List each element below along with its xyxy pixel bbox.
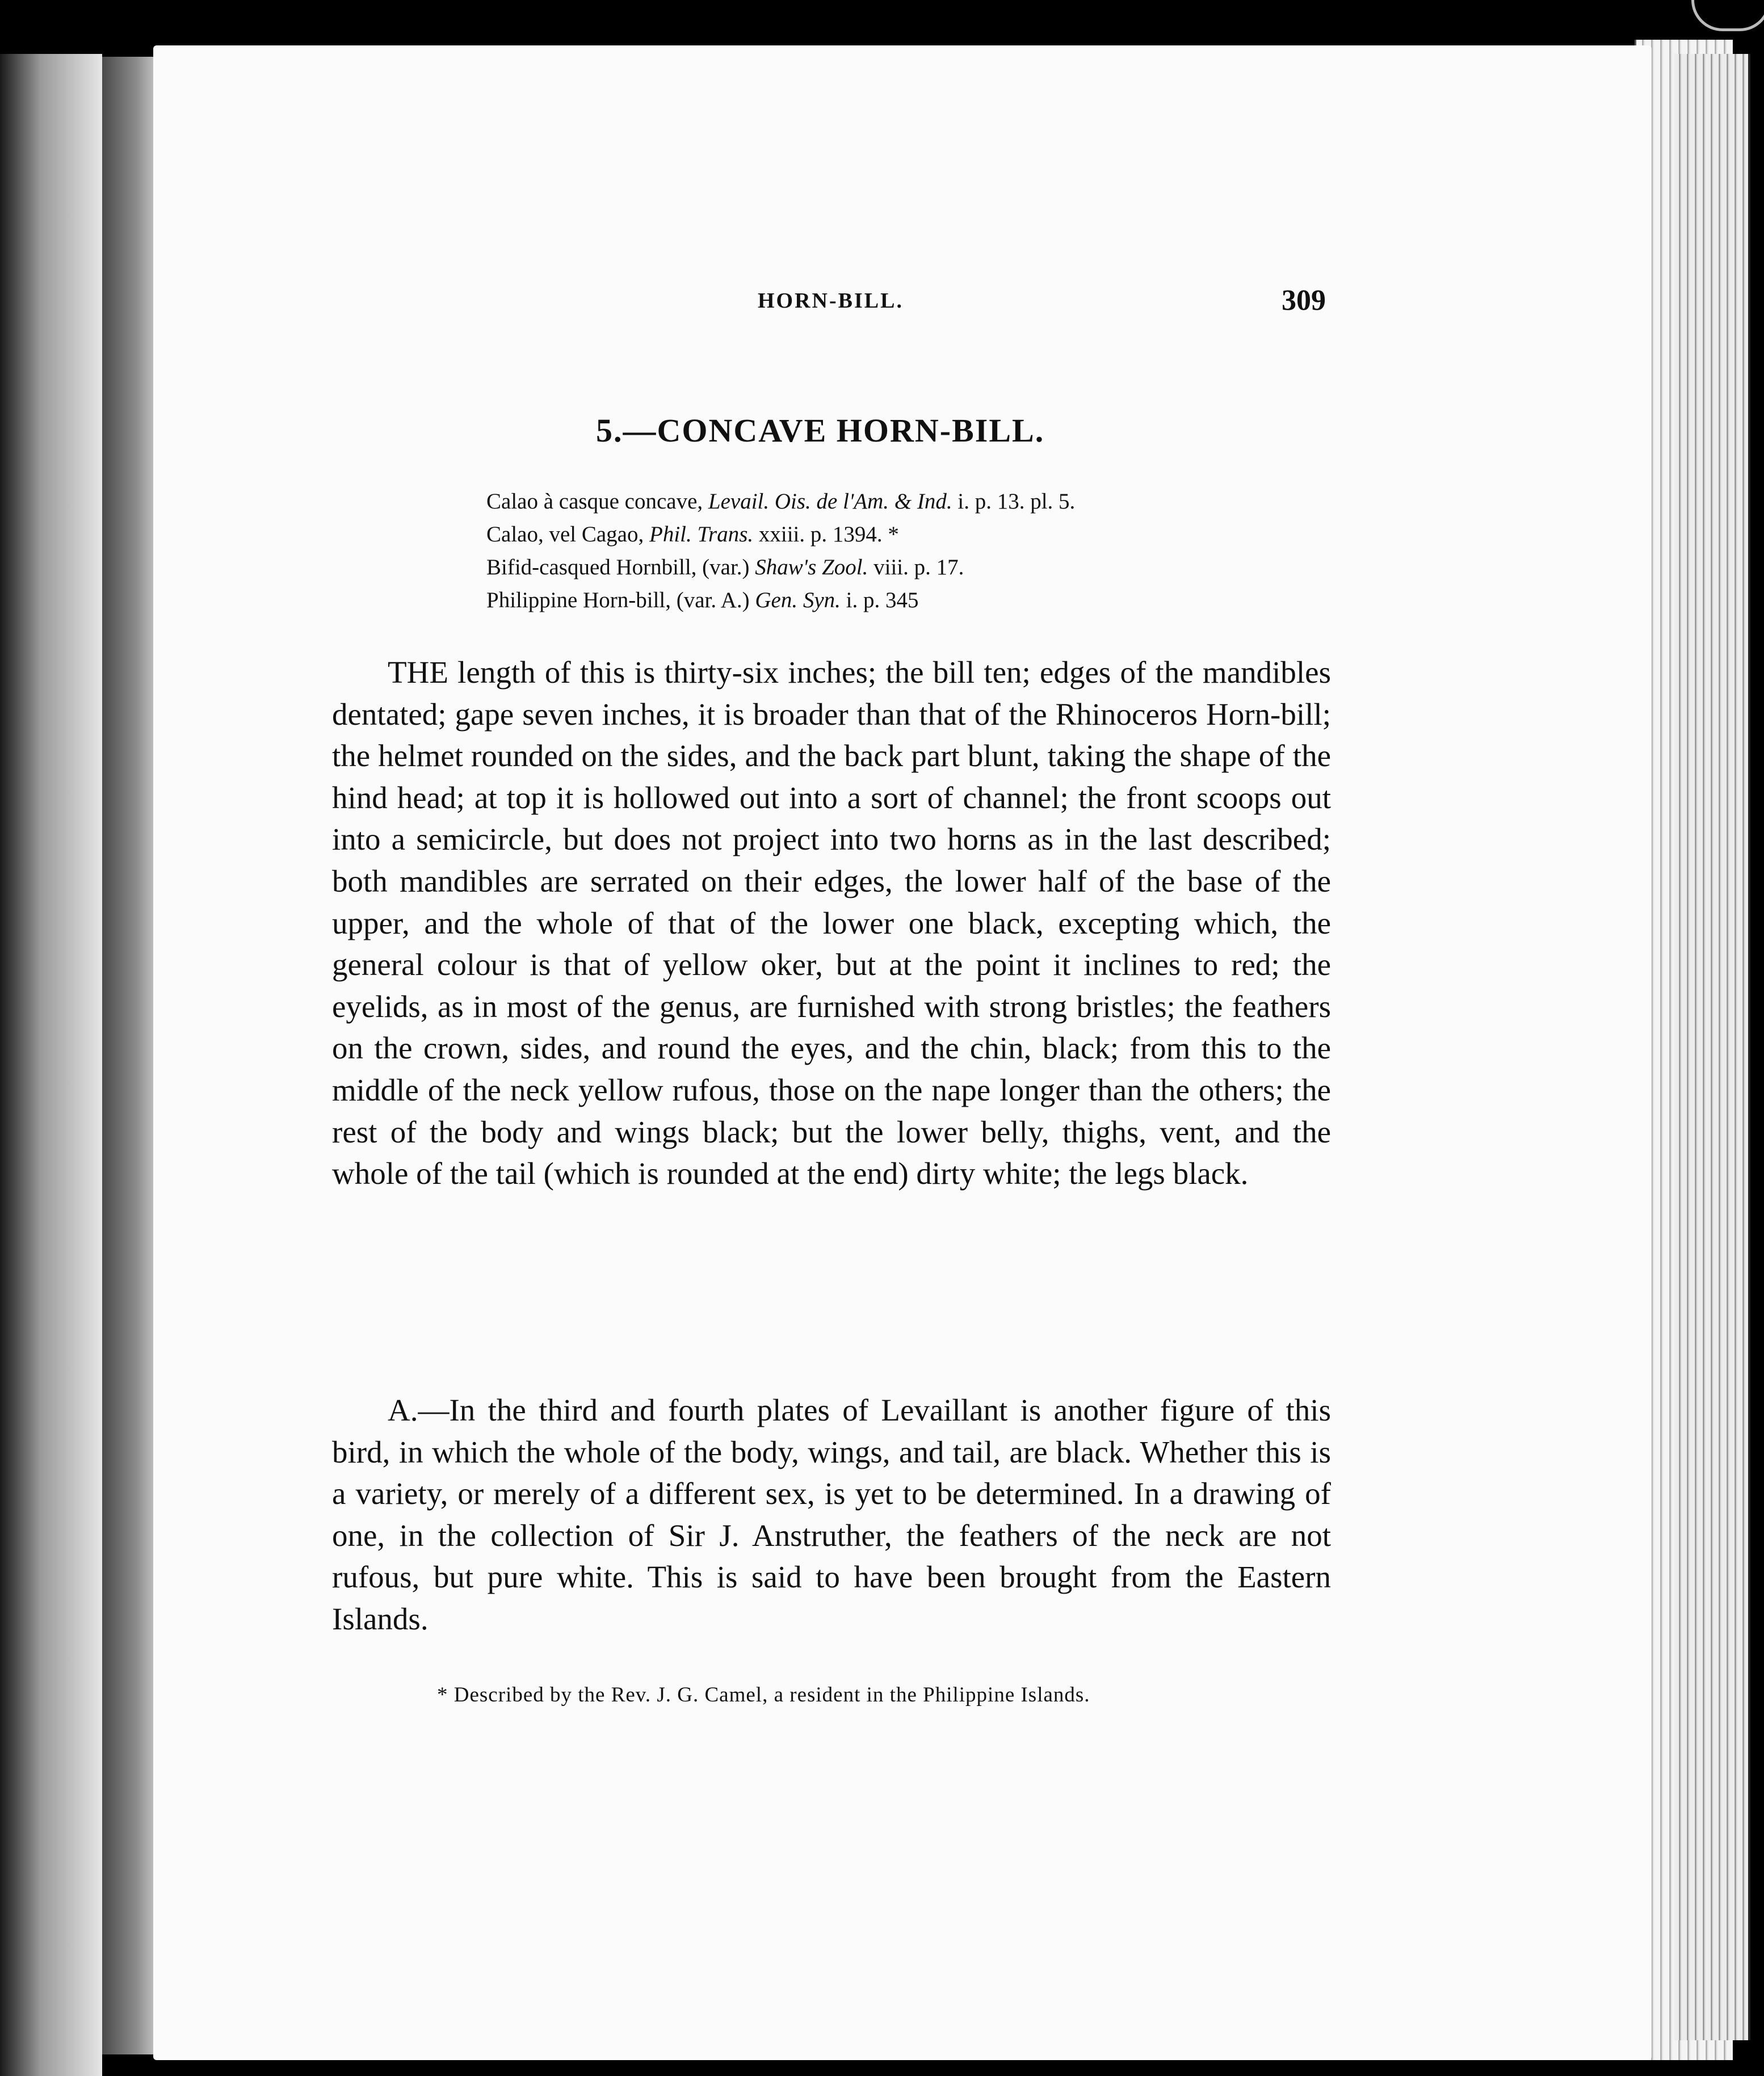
- description-paragraph: THE length of this is thirty-six inches; the bill ten; edges of the mandibles dentated; gape seven inches, it is broader than that of the Rhinoceros Horn-bill; the helmet rounded on the sides, and the back part blunt, taking the shape of the hind head; at top it is hollowed out into a sort of channel; the front scoops out into a semicircle, but does not project into two horns as in the last described; both mandibles are serrated on their edges, the lower half of the base of the upper, and the whole of that of the lower one black, excepting which, the general colour is that of yellow oker, but at the point it inclines to red; the eyelids, as in most of the genus, are furnished with strong bristles; the feathers on the crown, sides, and round the eyes, and the chin, black; from this to the middle of the neck yellow rufous, those on the nape longer than the others; the rest of the body and wings black; but the lower belly, thighs, vent, and the whole of the tail (which is rounded at the end) dirty white; the legs black.: [332, 655, 1331, 1191]
- scan-bracket-mark: [1691, 0, 1764, 31]
- synonym-entry: [486, 518, 1075, 551]
- synonym-source: Shaw's Zool.: [755, 555, 868, 579]
- variety-paragraph: A.—In the third and fourth plates of Levaillant is another figure of this bird, in which the whole of the body, wings, and tail, are black. Whether this is a variety, or merely of a different sex, is yet to be determined. In a drawing of one, in the collection of Sir J. Anstruther, the feathers of the neck are not rufous, but pure white. This is said to have been brought from the Eastern Islands.: [332, 1393, 1331, 1636]
- synonym-entry: [486, 551, 1075, 584]
- page-stack-cap: [1674, 54, 1750, 2040]
- synonym-ref: viii. p. 17.: [868, 555, 964, 579]
- footnote: * Described by the Rev. J. G. Camel, a resident in the Philippine Islands.: [437, 1683, 1090, 1707]
- synonym-ref: xxiii. p. 1394. *: [753, 522, 899, 547]
- synonym-list: [486, 485, 1075, 617]
- synonym-ref: i. p. 345: [840, 588, 919, 612]
- synonym-name: Bifid-casqued Hornbill, (var.): [486, 555, 755, 579]
- synonym-source: Gen. Syn.: [755, 588, 841, 612]
- synonym-name: Calao à casque concave,: [486, 489, 708, 514]
- section-title: 5.—CONCAVE HORN-BILL.: [596, 412, 1045, 449]
- synonym-entry: [486, 584, 1075, 617]
- synonym-entry: [486, 485, 1075, 518]
- synonym-source: Levail. Ois. de l'Am. & Ind.: [708, 489, 952, 514]
- synonym-name: Philippine Horn-bill, (var. A.): [486, 588, 755, 612]
- page-number: 309: [1282, 284, 1326, 317]
- running-head: HORN-BILL.: [758, 289, 904, 313]
- left-page-edge: [0, 54, 102, 2076]
- synonym-ref: i. p. 13. pl. 5.: [952, 489, 1076, 514]
- synonym-name: Calao, vel Cagao,: [486, 522, 649, 547]
- synonym-source: Phil. Trans.: [649, 522, 754, 547]
